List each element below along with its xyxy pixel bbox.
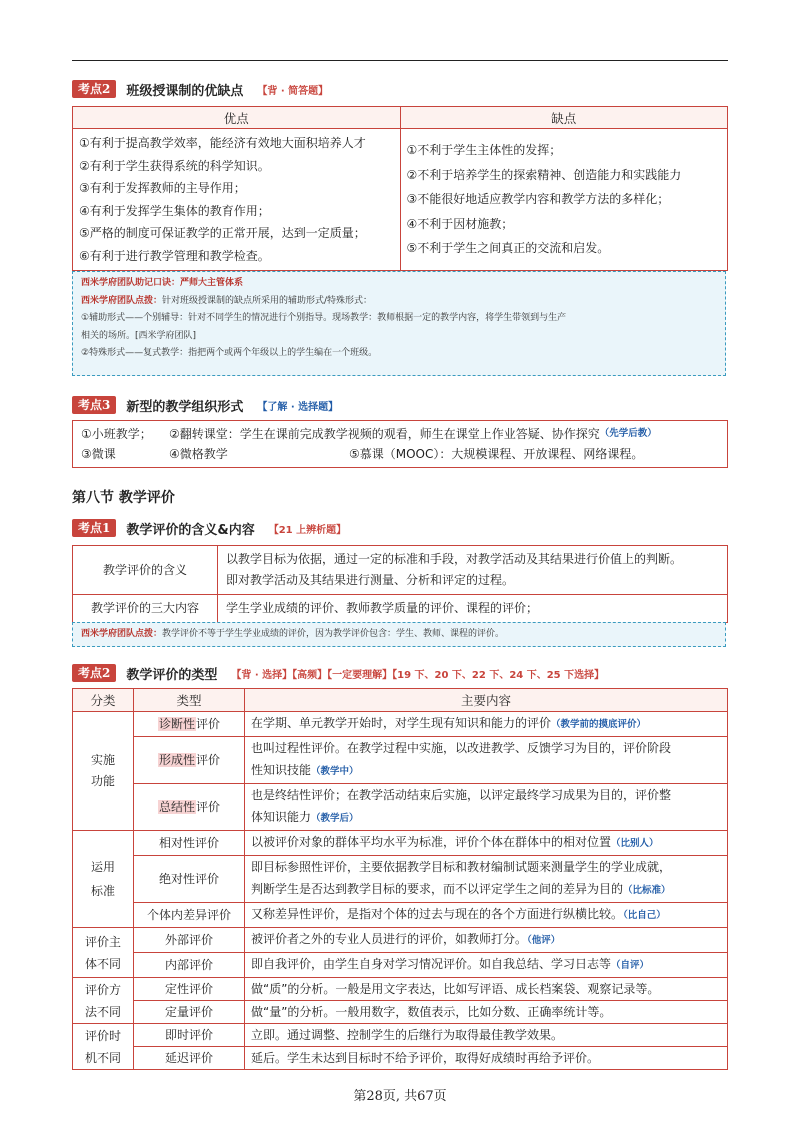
note: （先学后教） (599, 428, 657, 439)
content-cell: 延后。学生未达到目标时不给予评价，取得好成绩时再给予评价。 (245, 1047, 728, 1070)
content-cell (245, 712, 728, 737)
section-title: 教学评价的类型 (126, 667, 218, 683)
note: （教学前的摸底评价） (551, 719, 647, 730)
content-cell: 做“量”的分析。一般用数字，数值表示，比如分数、正确率统计等。 (245, 1001, 728, 1024)
table-row (73, 928, 728, 953)
type-cell: 个体内差异评价 (134, 903, 245, 928)
list-item: ④微格教学 (169, 447, 228, 461)
list-item: ③微课 (81, 447, 116, 461)
content-cell (245, 928, 728, 953)
section-header-class-teaching (72, 79, 328, 99)
group-label: 体不同 (84, 956, 121, 971)
type-suffix: 评价 (196, 800, 221, 814)
tip-box-evaluation (72, 622, 726, 647)
group-cell (73, 831, 134, 928)
evaluation-types-table (72, 688, 728, 1070)
content-text: 判断学生是否达到教学目标的要求，而不以评定学生之间的差异为目的 (251, 882, 624, 896)
list-item: ⑤不利于学生之间真正的交流和启发。 (406, 241, 610, 256)
content-text: 也叫过程性评价。在教学过程中实施，以改进教学、反馈学习为目的，评价阶段 (251, 741, 672, 755)
chapter-title: 第八节 教学评价 (72, 490, 175, 506)
content-cell: 做“质”的分析。一般是用文字表达，比如写评语、成长档案袋、观察记录等。 (245, 978, 728, 1001)
group-label: 评价时 (84, 1028, 121, 1043)
section-tag: 【21 上辨析题】 (268, 524, 347, 536)
note: （自评） (611, 960, 650, 971)
content-text: 即目标参照性评价，主要依据教学目标和教材编制试题来测量学生的学业成就， (251, 860, 672, 874)
content-text: 也是终结性评价；在教学活动结束后实施，以评定最终学习成果为目的，评价整 (251, 788, 672, 802)
section-title: 新型的教学组织形式 (126, 399, 244, 415)
tip-line: ②特殊形式——复式教学：指把两个或两个年级以上的学生编在一个班级。 (81, 348, 378, 358)
page-footer: 第28页, 共67页 (353, 1089, 447, 1104)
note: （教学中） (311, 766, 359, 777)
group-label: 机不同 (84, 1050, 121, 1065)
list-item: ⑥有利于进行教学管理和教学检查。 (79, 248, 270, 263)
type-suffix: 评价 (196, 753, 221, 767)
content-cell (245, 953, 728, 978)
type-cell (134, 712, 245, 737)
section-header-new-forms (72, 395, 338, 415)
tip-label: 西米学府团队点拨： (81, 295, 163, 306)
col-content: 主要内容 (245, 689, 728, 712)
note: （比别人） (611, 838, 659, 849)
content-cell (245, 856, 728, 903)
type-cell: 定量评价 (134, 1001, 245, 1024)
group-cell (73, 978, 134, 1024)
group-label: 评价主 (84, 934, 121, 949)
content-text: 又称差异性评价，是指对个体的过去与现在的各个方面进行纵横比较。 (251, 907, 624, 921)
content-text: 即自我评价，由学生自身对学习情况评价。如自我总结、学习日志等 (251, 957, 612, 971)
group-cell (73, 712, 134, 831)
col-disadvantages: 缺点 (400, 107, 728, 129)
list-item: ④有利于发挥学生集体的教育作用； (79, 203, 270, 218)
row-content: 学生学业成绩的评价、教师教学质量的评价、课程的评价； (218, 595, 728, 623)
tip-label: 西米学府团队点拨： (81, 629, 163, 639)
table-row (73, 953, 728, 978)
list-item: ⑤慕课（MOOC）：大规模课程、开放课程、网络课程。 (349, 447, 644, 461)
section-badge: 考点2 (72, 664, 116, 682)
content-cell (245, 831, 728, 856)
group-label: 功能 (90, 774, 115, 788)
list-item: ②不利于培养学生的探索精神、创造能力和实践能力 (406, 167, 682, 182)
col-type: 类型 (134, 689, 245, 712)
list-row (81, 444, 719, 464)
type-cell: 即时评价 (134, 1024, 245, 1047)
type-cell: 定性评价 (134, 978, 245, 1001)
content-line: 即对教学活动及其结果进行测量、分析和评定的过程。 (226, 573, 515, 587)
col-advantages: 优点 (73, 107, 401, 129)
section-badge: 考点3 (72, 396, 116, 414)
row-content (218, 546, 728, 595)
type-cell (134, 737, 245, 784)
type-cell: 外部评价 (134, 928, 245, 953)
content-cell (245, 737, 728, 784)
group-cell (73, 1024, 134, 1070)
type-suffix: 评价 (196, 717, 221, 731)
list-item: ②有利于学生获得系统的科学知识。 (79, 158, 270, 173)
table-row (73, 831, 728, 856)
tip-line (81, 293, 717, 311)
tip-line: 相关的场所。[西米学府团队] (81, 330, 197, 341)
content-text: 性知识技能 (251, 763, 312, 777)
evaluation-meaning-table (72, 545, 728, 623)
content-line: 以教学目标为依据，通过一定的标准和手段，对教学活动及其结果进行价值上的判断。 (226, 552, 683, 566)
new-forms-box (72, 420, 728, 468)
advantages-cell (73, 129, 401, 271)
list-item: ③有利于发挥教师的主导作用； (79, 181, 246, 195)
content-cell: 立即。通过调整、控制学生的后继行为取得最佳教学效果。 (245, 1024, 728, 1047)
list-item: ⑤严格的制度可保证教学的正常开展，达到一定质量； (79, 226, 366, 240)
top-rule (72, 60, 728, 61)
note: （比自己） (623, 910, 666, 921)
section-badge: 考点2 (72, 80, 116, 98)
list-item: ②翻转课堂：学生在课前完成教学视频的观看，师生在课堂上作业答疑、协作探究 (169, 427, 600, 441)
disadvantages-cell (400, 129, 728, 271)
note: （他评） (527, 935, 561, 946)
type-cell: 内部评价 (134, 953, 245, 978)
section-header-evaluation-types (72, 663, 604, 683)
group-label: 标准 (90, 884, 115, 898)
table-row (73, 1047, 728, 1070)
list-item: ①不利于学生主体性的发挥； (406, 143, 562, 158)
highlight: 诊断性 (158, 717, 195, 731)
list-row (81, 424, 719, 444)
list-item: ①小班教学； (81, 427, 152, 441)
section-badge: 考点1 (72, 519, 116, 537)
group-label: 运用 (90, 860, 115, 874)
table-row (73, 737, 728, 784)
note: （比标准） (623, 885, 671, 896)
section-tag: 【背 · 简答题】 (257, 85, 329, 97)
group-cell (73, 928, 134, 978)
list-item: ④不利于因材施教； (406, 216, 514, 231)
section-tag: 【了解 · 选择题】 (257, 401, 339, 413)
tip-box-class-teaching (72, 271, 726, 376)
table-row (73, 1001, 728, 1024)
list-item: ③不能很好地适应教学内容和教学方法的多样化； (406, 192, 670, 207)
section-tag: 【背 · 选择】【高频】【一定要理解】【19 下、20 下、22 下、24 下、25 下选择】 (231, 669, 605, 681)
mnemonic-line: 西米学府团队助记口诀：严师大主管体系 (81, 278, 244, 288)
col-category: 分类 (73, 689, 134, 712)
type-cell (134, 784, 245, 831)
table-row (73, 856, 728, 903)
content-cell (245, 784, 728, 831)
table-row (73, 712, 728, 737)
pros-cons-table (72, 106, 728, 271)
section-title: 班级授课制的优缺点 (126, 83, 244, 99)
type-cell: 延迟评价 (134, 1047, 245, 1070)
tip-text: 教学评价不等于学生学业成绩的评价，因为教学评价包含：学生、教师、课程的评价。 (162, 629, 505, 639)
content-text: 被评价者之外的专业人员进行的评价，如教师打分。 (251, 932, 528, 946)
group-label: 实施 (90, 753, 115, 767)
group-label: 法不同 (84, 1004, 121, 1019)
section-title: 教学评价的含义&内容 (126, 522, 255, 538)
group-label: 评价方 (84, 982, 121, 997)
type-cell: 绝对性评价 (134, 856, 245, 903)
tip-text: 针对班级授课制的缺点所采用的辅助形式/特殊形式： (162, 295, 373, 306)
tip-line: ①辅助形式——个别辅导：针对不同学生的情况进行个别指导。现场教学：教师根据一定的教学内容，将学生带领到与生产 (81, 313, 567, 323)
row-label: 教学评价的三大内容 (73, 595, 218, 623)
list-item: ①有利于提高教学效率，能经济有效地大面积培养人才 (79, 136, 366, 150)
table-row (73, 978, 728, 1001)
highlight: 形成性 (158, 753, 195, 767)
table-row (73, 1024, 728, 1047)
content-text: 以被评价对象的群体平均水平为标准，评价个体在群体中的相对位置 (251, 835, 612, 849)
content-text: 在学期、单元教学开始时，对学生现有知识和能力的评价 (251, 716, 552, 730)
section-header-evaluation-meaning (72, 518, 346, 538)
note: （教学后） (311, 813, 359, 824)
type-cell: 相对性评价 (134, 831, 245, 856)
content-text: 体知识能力 (251, 810, 312, 824)
table-row (73, 784, 728, 831)
table-row (73, 903, 728, 928)
content-cell (245, 903, 728, 928)
row-label: 教学评价的含义 (73, 546, 218, 595)
highlight: 总结性 (158, 800, 195, 814)
